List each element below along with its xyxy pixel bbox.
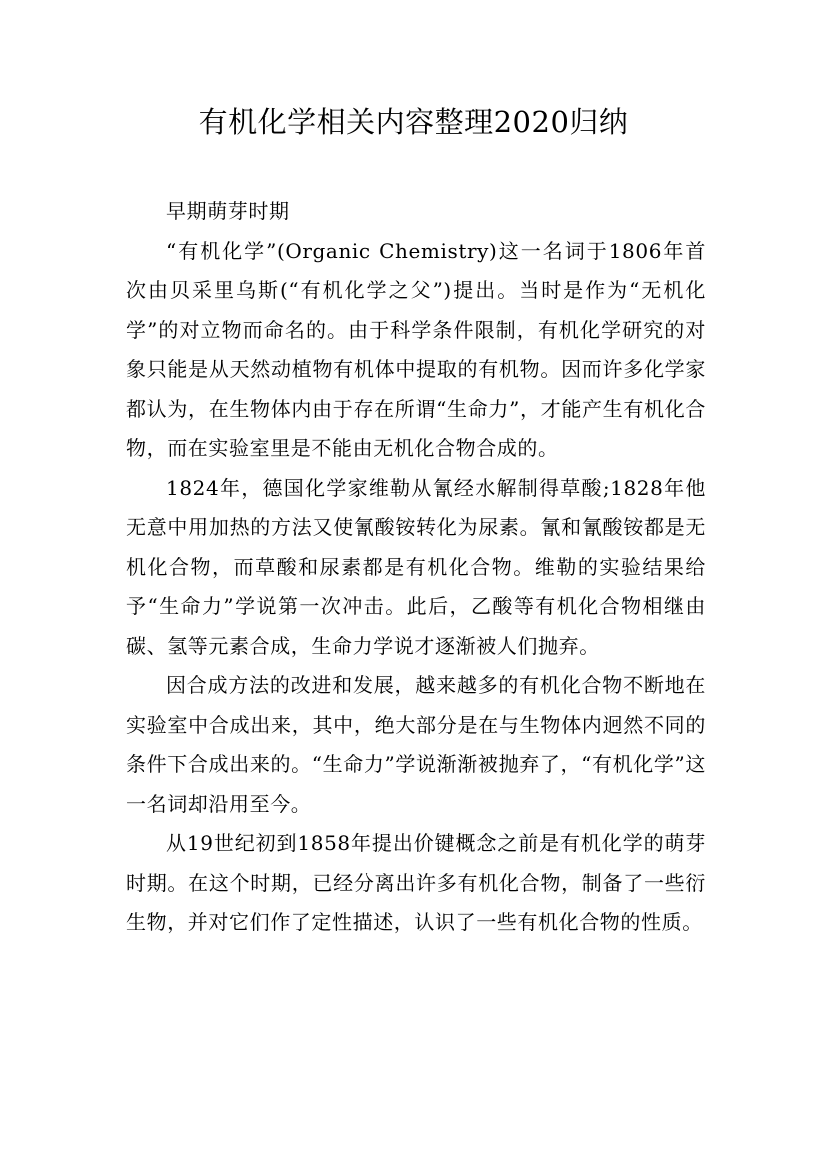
paragraph-3: 因合成方法的改进和发展，越来越多的有机化合物不断地在实验室中合成出来，其中，绝大部分是在与生物体内迥然不同的条件下合成出来的。“生命力”学说渐渐被抛弃了，“有机化学”这一名词却沿用至今。 bbox=[126, 673, 706, 816]
document-title: 有机化学相关内容整理2020归纳 bbox=[198, 105, 629, 139]
document-body bbox=[126, 192, 706, 943]
paragraph-4: 从19世纪初到1858年提出价键概念之前是有机化学的萌芽时期。在这个时期，已经分离出许多有机化合物，制备了一些衍生物，并对它们作了定性描述，认识了一些有机化合物的性质。 bbox=[126, 831, 706, 934]
paragraph-2: 1824年，德国化学家维勒从氰经水解制得草酸;1828年他无意中用加热的方法又使氰酸铵转化为尿素。氰和氰酸铵都是无机化合物，而草酸和尿素都是有机化合物。维勒的实验结果给予“生命力”学说第一次冲击。此后，乙酸等有机化合物相继由碳、氢等元素合成，生命力学说才逐渐被人们抛弃。 bbox=[126, 475, 706, 658]
section-heading: 早期萌芽时期 bbox=[166, 199, 290, 223]
paragraph-1: “有机化学”(Organic Chemistry)这一名词于1806年首次由贝采里乌斯(“有机化学之父”)提出。当时是作为“无机化学”的对立物而命名的。由于科学条件限制，有机化学研究的对象只能是从天然动植物有机体中提取的有机物。因而许多化学家都认为，在生物体内由于存在所谓“生命力”，才能产生有机化合物，而在实验室里是不能由无机化合物合成的。 bbox=[126, 238, 706, 460]
